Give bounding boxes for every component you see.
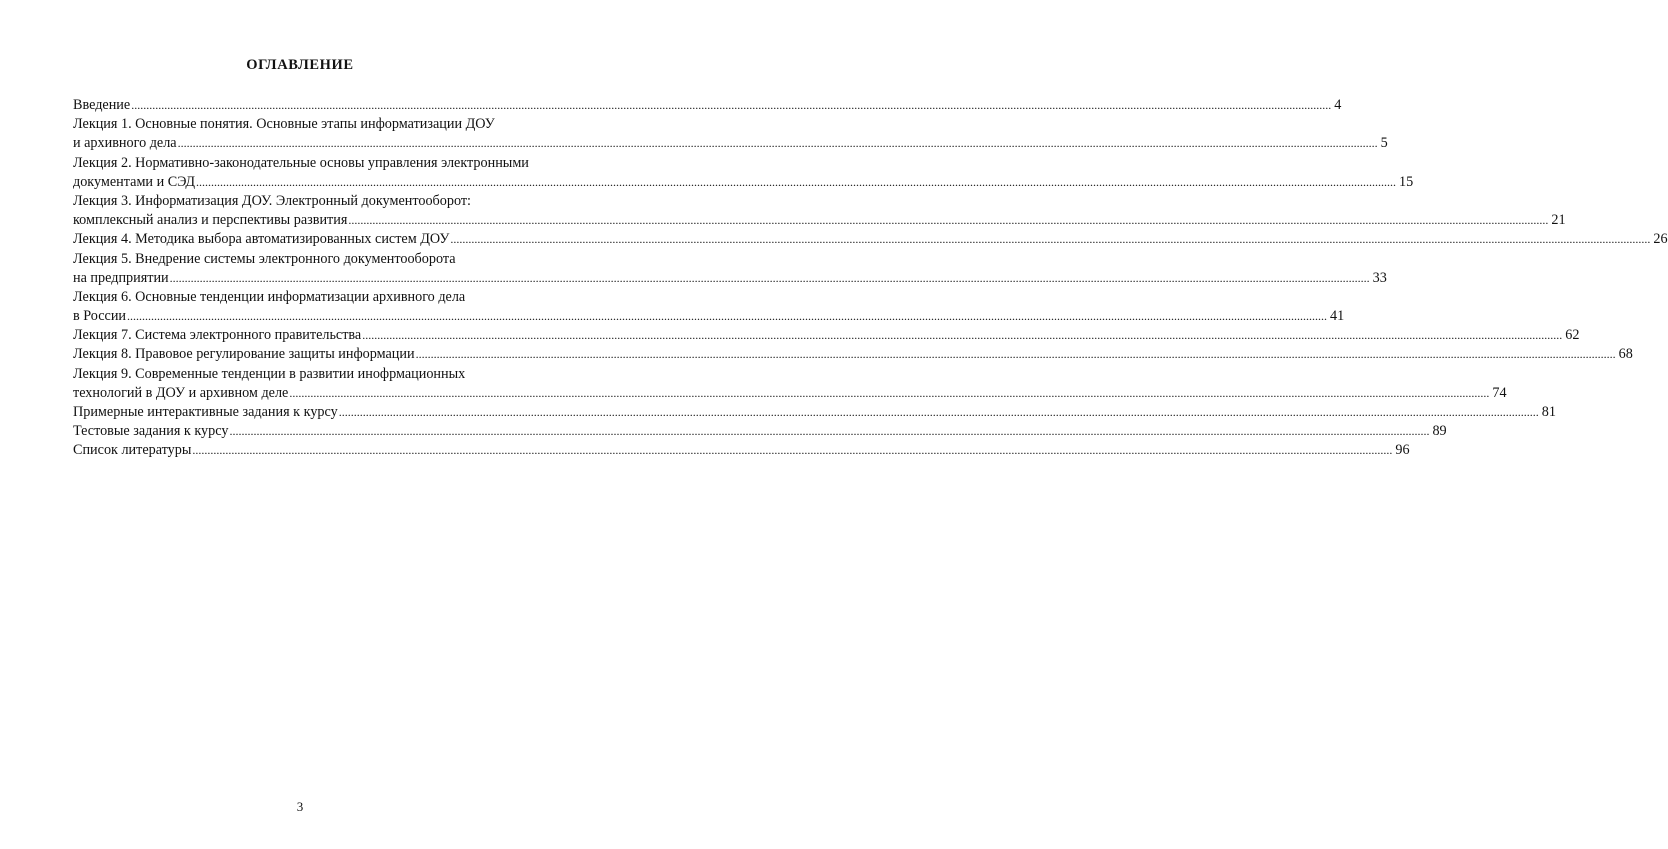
toc-entry-last-line — [73, 345, 1633, 364]
toc-entry — [73, 441, 1410, 460]
toc-entry-title: Лекция 9. Современные тенденции в развитии инофрмационных — [73, 365, 466, 382]
toc-dot-leader: ................................................................................................................................................................................................................................................................................................................................................................................................................ — [450, 232, 1651, 247]
toc-entry-last-line — [73, 422, 1447, 441]
page-title: ОГЛАВЛЕНИЕ — [246, 57, 354, 73]
toc-dot-leader: ................................................................................................................................................................................................................................................................................................................................................................................................................ — [192, 443, 1393, 458]
toc-dot-leader: ................................................................................................................................................................................................................................................................................................................................................................................................................ — [289, 385, 1490, 400]
toc-entry-line — [73, 192, 528, 211]
toc-dot-leader: ................................................................................................................................................................................................................................................................................................................................................................................................................ — [131, 98, 1332, 112]
toc-entry — [73, 154, 1414, 192]
toc-entry-line — [73, 154, 528, 173]
toc-entry — [73, 345, 1633, 364]
toc-entry-title: документами и СЭД — [73, 173, 196, 190]
toc-entry-title: Лекция 6. Основные тенденции информатизации архивного дела — [73, 288, 466, 305]
toc-page-number: 15 — [1399, 173, 1414, 190]
toc-entry-title: Примерные интерактивные задания к курсу — [73, 404, 338, 420]
table-of-contents — [73, 96, 1668, 461]
toc-entry-last-line — [73, 134, 1388, 153]
toc-entry-title: и архивного дела — [73, 135, 177, 152]
toc-entry-line — [73, 365, 528, 384]
toc-page-number: 74 — [1492, 384, 1507, 401]
toc-dot-leader: ................................................................................................................................................................................................................................................................................................................................................................................................................ — [348, 213, 1549, 228]
toc-entry-last-line — [73, 230, 1668, 249]
toc-dot-leader: ................................................................................................................................................................................................................................................................................................................................................................................................................ — [169, 270, 1370, 285]
toc-entry-line — [73, 288, 528, 307]
toc-entry — [73, 288, 1345, 326]
toc-dot-leader: ................................................................................................................................................................................................................................................................................................................................................................................................................ — [127, 309, 1328, 324]
page-number: 3 — [296, 799, 304, 814]
toc-entry — [73, 230, 1668, 249]
toc-entry — [73, 365, 1507, 403]
toc-entry — [73, 326, 1580, 345]
toc-entry-title: Введение — [73, 97, 131, 113]
toc-page-number: 81 — [1541, 404, 1556, 420]
toc-entry — [73, 115, 1388, 153]
toc-entry-title: Лекция 7. Система электронного правительства — [73, 327, 362, 344]
toc-entry-last-line — [73, 307, 1345, 326]
toc-entry-title: Лекция 1. Основные понятия. Основные этапы информатизации ДОУ — [73, 116, 495, 133]
toc-dot-leader: ................................................................................................................................................................................................................................................................................................................................................................................................................ — [338, 405, 1539, 419]
toc-entry-title: Лекция 2. Нормативно-законодательные основы управления электронными — [73, 154, 529, 171]
toc-page-number: 96 — [1395, 442, 1410, 459]
toc-entry-last-line — [73, 211, 1566, 230]
toc-entry — [73, 96, 1342, 115]
toc-entry-last-line — [73, 326, 1580, 345]
toc-dot-leader: ................................................................................................................................................................................................................................................................................................................................................................................................................ — [177, 136, 1378, 151]
toc-entry — [73, 403, 1556, 422]
toc-page-number: 4 — [1334, 97, 1342, 113]
toc-page-number: 62 — [1565, 327, 1580, 344]
toc-entry-title: технологий в ДОУ и архивном деле — [73, 384, 289, 401]
toc-dot-leader: ................................................................................................................................................................................................................................................................................................................................................................................................................ — [362, 328, 1563, 343]
toc-page-number: 26 — [1653, 231, 1668, 248]
toc-entry — [73, 422, 1447, 441]
toc-entry-title: комплексный анализ и перспективы развития — [73, 212, 348, 229]
toc-page-number: 89 — [1432, 423, 1447, 440]
toc-entry-title: Лекция 4. Методика выбора автоматизированных систем ДОУ — [73, 231, 450, 248]
toc-entry-title: Список литературы — [73, 442, 192, 459]
toc-entry-title: Лекция 3. Информатизация ДОУ. Электронный документооборот: — [73, 192, 471, 209]
toc-entry-last-line — [73, 269, 1387, 288]
toc-entry-last-line — [73, 384, 1507, 403]
toc-entry — [73, 250, 1387, 288]
toc-entry-last-line — [73, 441, 1410, 460]
toc-dot-leader: ................................................................................................................................................................................................................................................................................................................................................................................................................ — [196, 174, 1397, 189]
toc-page-number: 68 — [1618, 346, 1633, 363]
toc-page-number: 33 — [1372, 269, 1387, 286]
toc-dot-leader: ................................................................................................................................................................................................................................................................................................................................................................................................................ — [229, 424, 1430, 439]
toc-entry-title: на предприятии — [73, 269, 169, 286]
toc-dot-leader: ................................................................................................................................................................................................................................................................................................................................................................................................................ — [415, 347, 1616, 362]
toc-entry-last-line — [73, 96, 1342, 115]
toc-page-number: 21 — [1551, 212, 1566, 229]
toc-entry-line — [73, 115, 528, 134]
toc-entry-title: в России — [73, 308, 127, 325]
toc-entry-last-line — [73, 403, 1556, 422]
toc-page-number: 5 — [1380, 135, 1388, 152]
toc-page-number: 41 — [1330, 308, 1345, 325]
toc-entry-last-line — [73, 173, 1414, 192]
toc-entry-title: Лекция 5. Внедрение системы электронного документооборота — [73, 250, 456, 267]
toc-entry-title: Лекция 8. Правовое регулирование защиты информации — [73, 346, 415, 363]
toc-entry-title: Тестовые задания к курсу — [73, 423, 229, 440]
toc-entry-line — [73, 250, 528, 269]
toc-entry — [73, 192, 1566, 230]
